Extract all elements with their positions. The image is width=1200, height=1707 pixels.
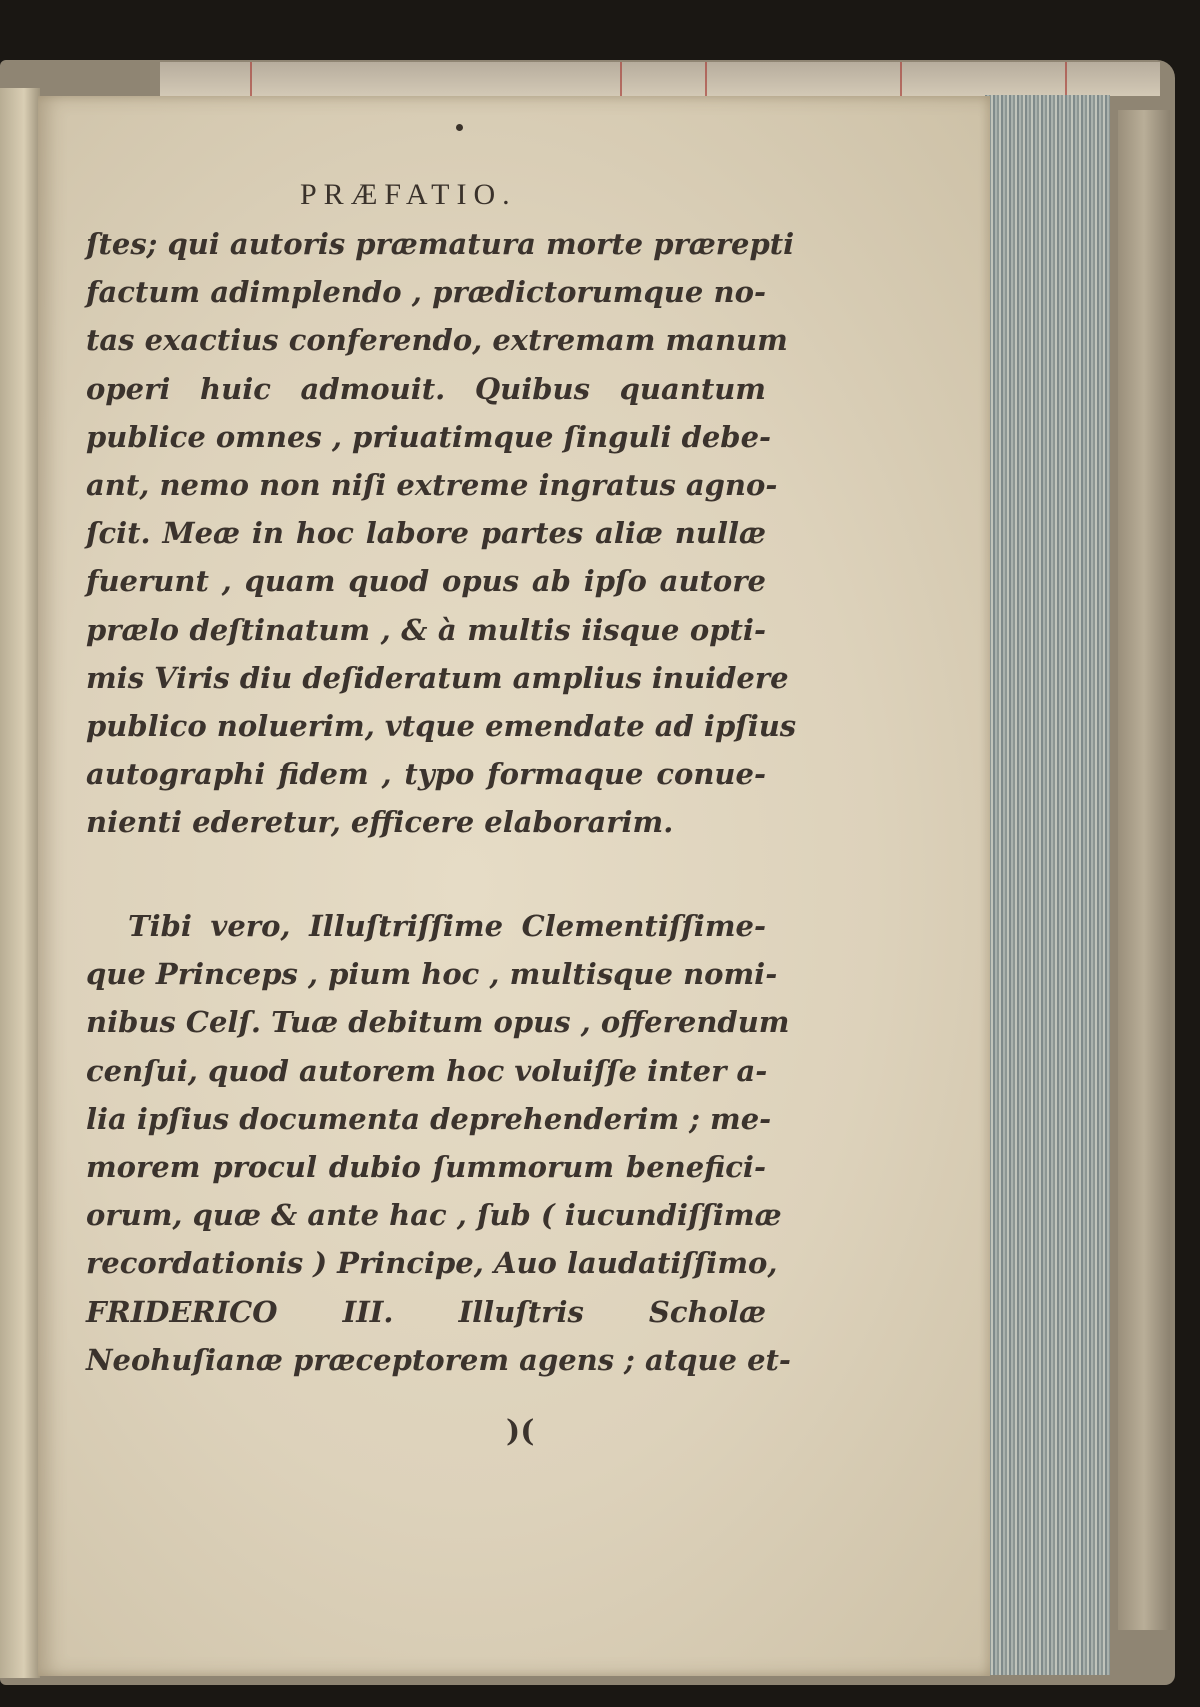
text-line: recordationis ) Principe, Auo laudatiſſimo, — [86, 1246, 778, 1281]
text-line: ſcit. Meæ in hoc labore partes aliæ nullæ — [86, 516, 766, 551]
text-line: que Princeps , pium hoc , multisque nomi- — [86, 957, 778, 992]
text-line: orum, quæ & ante hac , ſub ( iucundiſſimæ — [86, 1198, 782, 1233]
text-line: publico noluerim, vtque emendate ad ipſius — [86, 708, 797, 743]
printers-mark — [456, 124, 463, 131]
text-line: ant, nemo non niſi extreme ingratus agno- — [86, 467, 778, 502]
text-line: nienti ederetur, efficere elaborarim. — [86, 805, 674, 840]
text-line: Tibi vero, Illuſtriſſime Clementiſſime- — [128, 909, 766, 943]
text-line: nibus Celſ. Tuæ debitum opus , offerendum — [86, 1005, 790, 1040]
text-line: ſtes; qui autoris præmatura morte prærepti — [86, 227, 795, 261]
text-line: cenſui, quod autorem hoc voluiſſe inter a- — [86, 1053, 768, 1088]
running-header: PRÆFATIO. — [300, 178, 517, 211]
page-edges — [985, 95, 1110, 1675]
text-line: Neohuſianæ præceptorem agens ; atque et- — [86, 1342, 791, 1377]
text-line: morem procul dubio ſummorum benefici- — [86, 1149, 766, 1184]
binding-strip — [160, 62, 1160, 96]
paragraph-1 — [86, 220, 797, 846]
left-page-edge — [0, 88, 40, 1678]
text-line: mis Viris diu deſideratum amplius inuidere — [86, 660, 789, 695]
text-line: operi huic admouit. Quibus quantum — [86, 371, 766, 406]
text-line: autographi fidem , typo formaque conue- — [86, 757, 766, 792]
text-line: publice omnes , priuatimque ſinguli debe- — [86, 419, 772, 454]
text-line: FRIDERICO III. Illuſtris Scholæ — [86, 1294, 766, 1329]
text-line: fuerunt , quam quod opus ab ipſo autore — [86, 564, 766, 599]
text-line: factum adimplendo , prædictorumque no- — [86, 275, 766, 310]
cover-edge — [1118, 110, 1170, 1630]
paragraph-2 — [86, 902, 791, 1384]
text-line: lia ipſius documenta deprehenderim ; me- — [86, 1101, 772, 1136]
text-line: tas exactius conferendo, extremam manum — [86, 323, 788, 358]
text-line: prælo deſtinatum , & à multis iisque opti- — [86, 612, 766, 647]
signature-mark: )( — [506, 1414, 535, 1449]
